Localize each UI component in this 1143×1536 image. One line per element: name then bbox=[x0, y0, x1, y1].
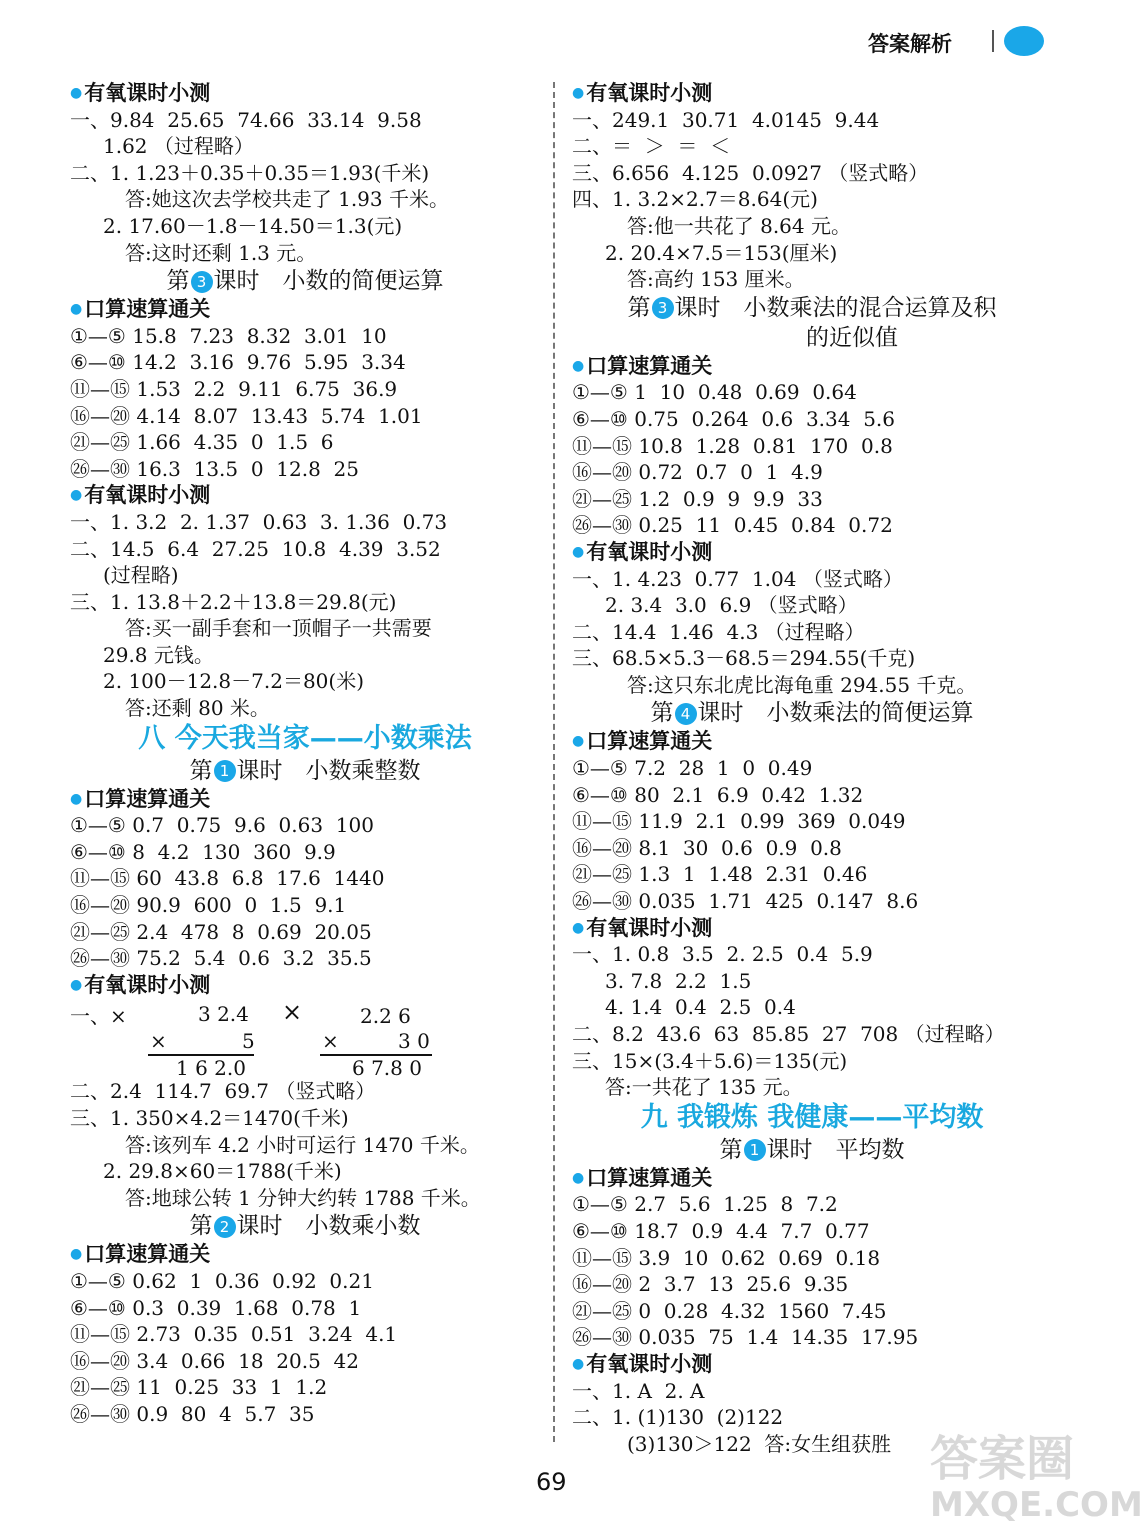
answer-line: ⑪—⑮ 2.73 0.35 0.51 3.24 4.1 bbox=[70, 1322, 398, 1347]
section-title: ●有氧课时小测 bbox=[572, 81, 713, 105]
answer-line: ⑪—⑮ 10.8 1.28 0.81 170 0.8 bbox=[572, 433, 893, 458]
answer-line: 一、249.1 30.71 4.0145 9.44 bbox=[572, 107, 880, 132]
answer-line: 三、68.5×5.3－68.5＝294.55(千克) bbox=[572, 646, 916, 671]
lesson-heading: 第 1 课时 平均数 bbox=[719, 1136, 905, 1163]
section-title: ●口算速算通关 bbox=[70, 786, 211, 811]
answer-line: ①—⑤ 2.7 5.6 1.25 8 7.2 bbox=[572, 1192, 838, 1217]
lesson-number-badge: 4 bbox=[675, 703, 697, 725]
mult-b-result: 6 7.8 0 bbox=[352, 1056, 422, 1081]
section-title: ●有氧课时小测 bbox=[70, 483, 211, 508]
answer-line: ㉑—㉕ 1.2 0.9 9 9.9 33 bbox=[572, 486, 823, 511]
answer-line: 三、6.656 4.125 0.0927 （竖式略） bbox=[572, 160, 929, 185]
answer-line: ⑪—⑮ 60 43.8 6.8 17.6 1440 bbox=[70, 866, 385, 891]
left-column bbox=[70, 80, 540, 1428]
answer-line: 答:该列车 4.2 小时可运行 1470 千米。 bbox=[125, 1132, 480, 1157]
mult-a-top: 3 2.4 bbox=[198, 1002, 249, 1027]
lesson-number-badge: 3 bbox=[191, 271, 213, 293]
answer-line: 2. 17.60－1.8－14.50＝1.3(元) bbox=[103, 213, 403, 238]
answer-line: 4. 1.4 0.4 2.5 0.4 bbox=[605, 995, 796, 1020]
answer-line: 答:这只东北虎比海龟重 294.55 千克。 bbox=[627, 672, 977, 697]
answer-line: ①—⑤ 0.62 1 0.36 0.92 0.21 bbox=[70, 1268, 374, 1293]
answer-line: 答:地球公转 1 分钟大约转 1788 千米。 bbox=[125, 1185, 481, 1210]
answer-line: ⑪—⑮ 11.9 2.1 0.99 369 0.049 bbox=[572, 809, 906, 834]
answer-line: ㉖—㉚ 0.035 75 1.4 14.35 17.95 bbox=[572, 1325, 919, 1350]
section-title: ●有氧课时小测 bbox=[572, 915, 713, 940]
answer-line: 2. 29.8×60＝1788(千米) bbox=[103, 1159, 342, 1184]
answer-line: ㉑—㉕ 2.4 478 8 0.69 20.05 bbox=[70, 919, 372, 944]
section-title: ●口算速算通关 bbox=[572, 729, 713, 754]
answer-line: ㉑—㉕ 1.3 1 1.48 2.31 0.46 bbox=[572, 862, 868, 887]
column-divider bbox=[553, 82, 555, 1442]
watermark-logo: 答案圈 bbox=[930, 1431, 1075, 1487]
section-title: ●口算速算通关 bbox=[70, 297, 211, 322]
answer-line: (3)130＞122 答:女生组获胜 bbox=[627, 1431, 892, 1456]
answer-line: 一、1. 4.23 0.77 1.04 （竖式略） bbox=[572, 566, 903, 591]
answer-line: 答:一共花了 135 元。 bbox=[605, 1075, 803, 1100]
mult-cross-mark: × bbox=[282, 998, 303, 1027]
answer-line: 二、1. (1)130 (2)122 bbox=[572, 1405, 784, 1430]
answer-line: ①—⑤ 15.8 7.23 8.32 3.01 10 bbox=[70, 323, 387, 348]
answer-line: 答:她这次去学校共走了 1.93 千米。 bbox=[125, 187, 449, 212]
bullet-icon: ● bbox=[572, 85, 585, 101]
answer-line: ①—⑤ 0.7 0.75 9.6 0.63 100 bbox=[70, 813, 374, 838]
answer-line: 三、15×(3.4＋5.6)＝135(元) bbox=[572, 1048, 848, 1073]
answer-line: ⑥—⑩ 0.3 0.39 1.68 0.78 1 bbox=[70, 1295, 362, 1320]
bullet-icon: ● bbox=[572, 543, 585, 560]
mult-b-top: 2.2 6 bbox=[360, 1004, 411, 1029]
answer-line: 二、1. 1.23＋0.35＋0.35＝1.93(千米) bbox=[70, 160, 430, 185]
answer-line: ⑯—⑳ 90.9 600 0 1.5 9.1 bbox=[70, 893, 347, 918]
answer-line: 29.8 元钱。 bbox=[103, 642, 214, 667]
answer-line: 2. 100－12.8－7.2＝80(米) bbox=[103, 669, 365, 694]
answer-line: ㉑—㉕ 11 0.25 33 1 1.2 bbox=[70, 1375, 328, 1400]
mult-a-multiplier: 5 bbox=[242, 1029, 255, 1054]
answer-line: ㉖—㉚ 16.3 13.5 0 12.8 25 bbox=[70, 456, 359, 481]
answer-line: 一、1. A 2. A bbox=[572, 1378, 705, 1403]
lesson-number-badge: 3 bbox=[652, 297, 674, 319]
answer-line: ⑯—⑳ 2 3.7 13 25.6 9.35 bbox=[572, 1272, 849, 1297]
answer-line: ⑪—⑮ 3.9 10 0.62 0.69 0.18 bbox=[572, 1245, 881, 1270]
answer-line: 一、9.84 25.65 74.66 33.14 9.58 bbox=[70, 107, 422, 132]
unit-heading: 九 我锻炼 我健康——平均数 bbox=[640, 1101, 984, 1133]
answer-line: 3. 7.8 2.2 1.5 bbox=[605, 968, 752, 993]
answer-line: 二、8.2 43.6 63 85.85 27 708 （过程略） bbox=[572, 1022, 1005, 1046]
bullet-icon: ● bbox=[70, 85, 83, 101]
watermark-url: MXQE.COM bbox=[930, 1485, 1143, 1525]
mult-prefix: 一、× bbox=[70, 1004, 127, 1029]
answer-line: 答:他一共花了 8.64 元。 bbox=[627, 213, 851, 238]
bullet-icon: ● bbox=[572, 357, 585, 374]
answer-line: 三、1. 350×4.2＝1470(千米) bbox=[70, 1106, 349, 1130]
answer-line: ⑯—⑳ 4.14 8.07 13.43 5.74 1.01 bbox=[70, 403, 423, 428]
answer-line: ㉖—㉚ 0.035 1.71 425 0.147 8.6 bbox=[572, 889, 919, 914]
bullet-icon: ● bbox=[572, 1169, 585, 1186]
section-title: ●有氧课时小测 bbox=[572, 539, 713, 564]
answer-line: 答:还剩 80 米。 bbox=[125, 696, 270, 721]
answer-line: 2. 3.4 3.0 6.9 （竖式略） bbox=[605, 593, 858, 618]
section-title: ●口算速算通关 bbox=[70, 1242, 211, 1267]
section-title: ●有氧课时小测 bbox=[70, 972, 211, 997]
answer-line: 2. 20.4×7.5＝153(厘米) bbox=[605, 240, 838, 265]
mult-b-multiplier: 3 0 bbox=[398, 1029, 430, 1054]
answer-line: 三、1. 13.8＋2.2＋13.8＝29.8(元) bbox=[70, 589, 397, 614]
unit-heading: 八 今天我当家——小数乘法 bbox=[138, 722, 472, 754]
answer-line: ①—⑤ 7.2 28 1 0 0.49 bbox=[572, 756, 813, 781]
answer-line: ⑥—⑩ 18.7 0.9 4.4 7.7 0.77 bbox=[572, 1218, 870, 1243]
bullet-icon: ● bbox=[70, 487, 83, 504]
answer-line: ㉖—㉚ 0.25 11 0.45 0.84 0.72 bbox=[572, 513, 893, 538]
lesson-heading-continued: 的近似值 bbox=[806, 324, 898, 351]
bullet-icon: ● bbox=[70, 1246, 83, 1263]
answer-line: ⑯—⑳ 3.4 0.66 18 20.5 42 bbox=[70, 1348, 359, 1373]
lesson-heading: 第 2 课时 小数乘小数 bbox=[189, 1213, 421, 1240]
answer-line: ㉖—㉚ 75.2 5.4 0.6 3.2 35.5 bbox=[70, 946, 372, 971]
bullet-icon: ● bbox=[572, 1355, 585, 1372]
bullet-icon: ● bbox=[70, 790, 83, 807]
vertical-multiplication bbox=[70, 998, 540, 1081]
lesson-number-badge: 1 bbox=[744, 1139, 766, 1161]
mult-a-times: × bbox=[150, 1029, 167, 1054]
mult-b-times: × bbox=[322, 1029, 339, 1054]
header-logo-icon bbox=[1004, 26, 1044, 56]
bullet-icon: ● bbox=[70, 976, 83, 993]
answer-line: 一、1. 3.2 2. 1.37 0.63 3. 1.36 0.73 bbox=[70, 509, 448, 534]
answer-line: ①—⑤ 1 10 0.48 0.69 0.64 bbox=[572, 380, 857, 405]
answer-line: ⑪—⑮ 1.53 2.2 9.11 6.75 36.9 bbox=[70, 376, 398, 401]
lesson-number-badge: 2 bbox=[214, 1216, 236, 1238]
right-column bbox=[572, 80, 1052, 1457]
answer-line: ⑯—⑳ 0.72 0.7 0 1 4.9 bbox=[572, 460, 823, 485]
answer-line: 四、1. 3.2×2.7＝8.64(元) bbox=[572, 187, 818, 212]
lesson-heading: 第 3 课时 小数的简便运算 bbox=[166, 268, 444, 295]
answer-line: ⑯—⑳ 8.1 30 0.6 0.9 0.8 bbox=[572, 835, 842, 860]
section-title: ●口算速算通关 bbox=[572, 353, 713, 378]
mult-a-result: 1 6 2.0 bbox=[176, 1056, 246, 1081]
answer-line: ㉑—㉕ 0 0.28 4.32 1560 7.45 bbox=[572, 1298, 887, 1323]
answer-line: 答:这时还剩 1.3 元。 bbox=[125, 240, 317, 265]
lesson-number-badge: 1 bbox=[214, 760, 236, 782]
answer-line: ⑥—⑩ 14.2 3.16 9.76 5.95 3.34 bbox=[70, 350, 406, 375]
bullet-icon: ● bbox=[572, 919, 585, 936]
answer-line: ㉖—㉚ 0.9 80 4 5.7 35 bbox=[70, 1401, 315, 1426]
page-number: 69 bbox=[536, 1468, 567, 1496]
answer-line: 1.62 （过程略） bbox=[103, 134, 254, 159]
answer-line: 答:高约 153 厘米。 bbox=[627, 267, 805, 292]
answer-line: ⑥—⑩ 8 4.2 130 360 9.9 bbox=[70, 839, 336, 864]
answer-line: ⑥—⑩ 0.75 0.264 0.6 3.34 5.6 bbox=[572, 406, 896, 431]
lesson-heading: 第 1 课时 小数乘整数 bbox=[189, 757, 421, 784]
lesson-heading: 第 3 课时 小数乘法的混合运算及积 bbox=[627, 294, 997, 321]
answer-line: (过程略) bbox=[103, 563, 179, 588]
section-title: ●口算速算通关 bbox=[572, 1165, 713, 1190]
header-divider bbox=[992, 30, 994, 52]
answer-line: ㉑—㉕ 1.66 4.35 0 1.5 6 bbox=[70, 430, 334, 455]
answer-line: 二、2.4 114.7 69.7 （竖式略） bbox=[70, 1079, 376, 1104]
answer-line: 二、＝ ＞ ＝ ＜ bbox=[572, 134, 731, 159]
answer-line: 二、14.5 6.4 27.25 10.8 4.39 3.52 bbox=[70, 536, 441, 561]
bullet-icon: ● bbox=[70, 301, 83, 318]
header-tab: 答案解析 bbox=[868, 32, 952, 56]
answer-line: ⑥—⑩ 80 2.1 6.9 0.42 1.32 bbox=[572, 782, 864, 807]
answer-line: 一、1. 0.8 3.5 2. 2.5 0.4 5.9 bbox=[572, 942, 873, 967]
bullet-icon: ● bbox=[572, 733, 585, 750]
answer-line: 二、14.4 1.46 4.3 （过程略） bbox=[572, 619, 865, 644]
lesson-heading: 第 4 课时 小数乘法的简便运算 bbox=[650, 700, 974, 727]
section-title: ●有氧课时小测 bbox=[572, 1351, 713, 1376]
answer-line: 答:买一副手套和一顶帽子一共需要 bbox=[125, 616, 432, 641]
section-title: ●有氧课时小测 bbox=[70, 81, 211, 105]
